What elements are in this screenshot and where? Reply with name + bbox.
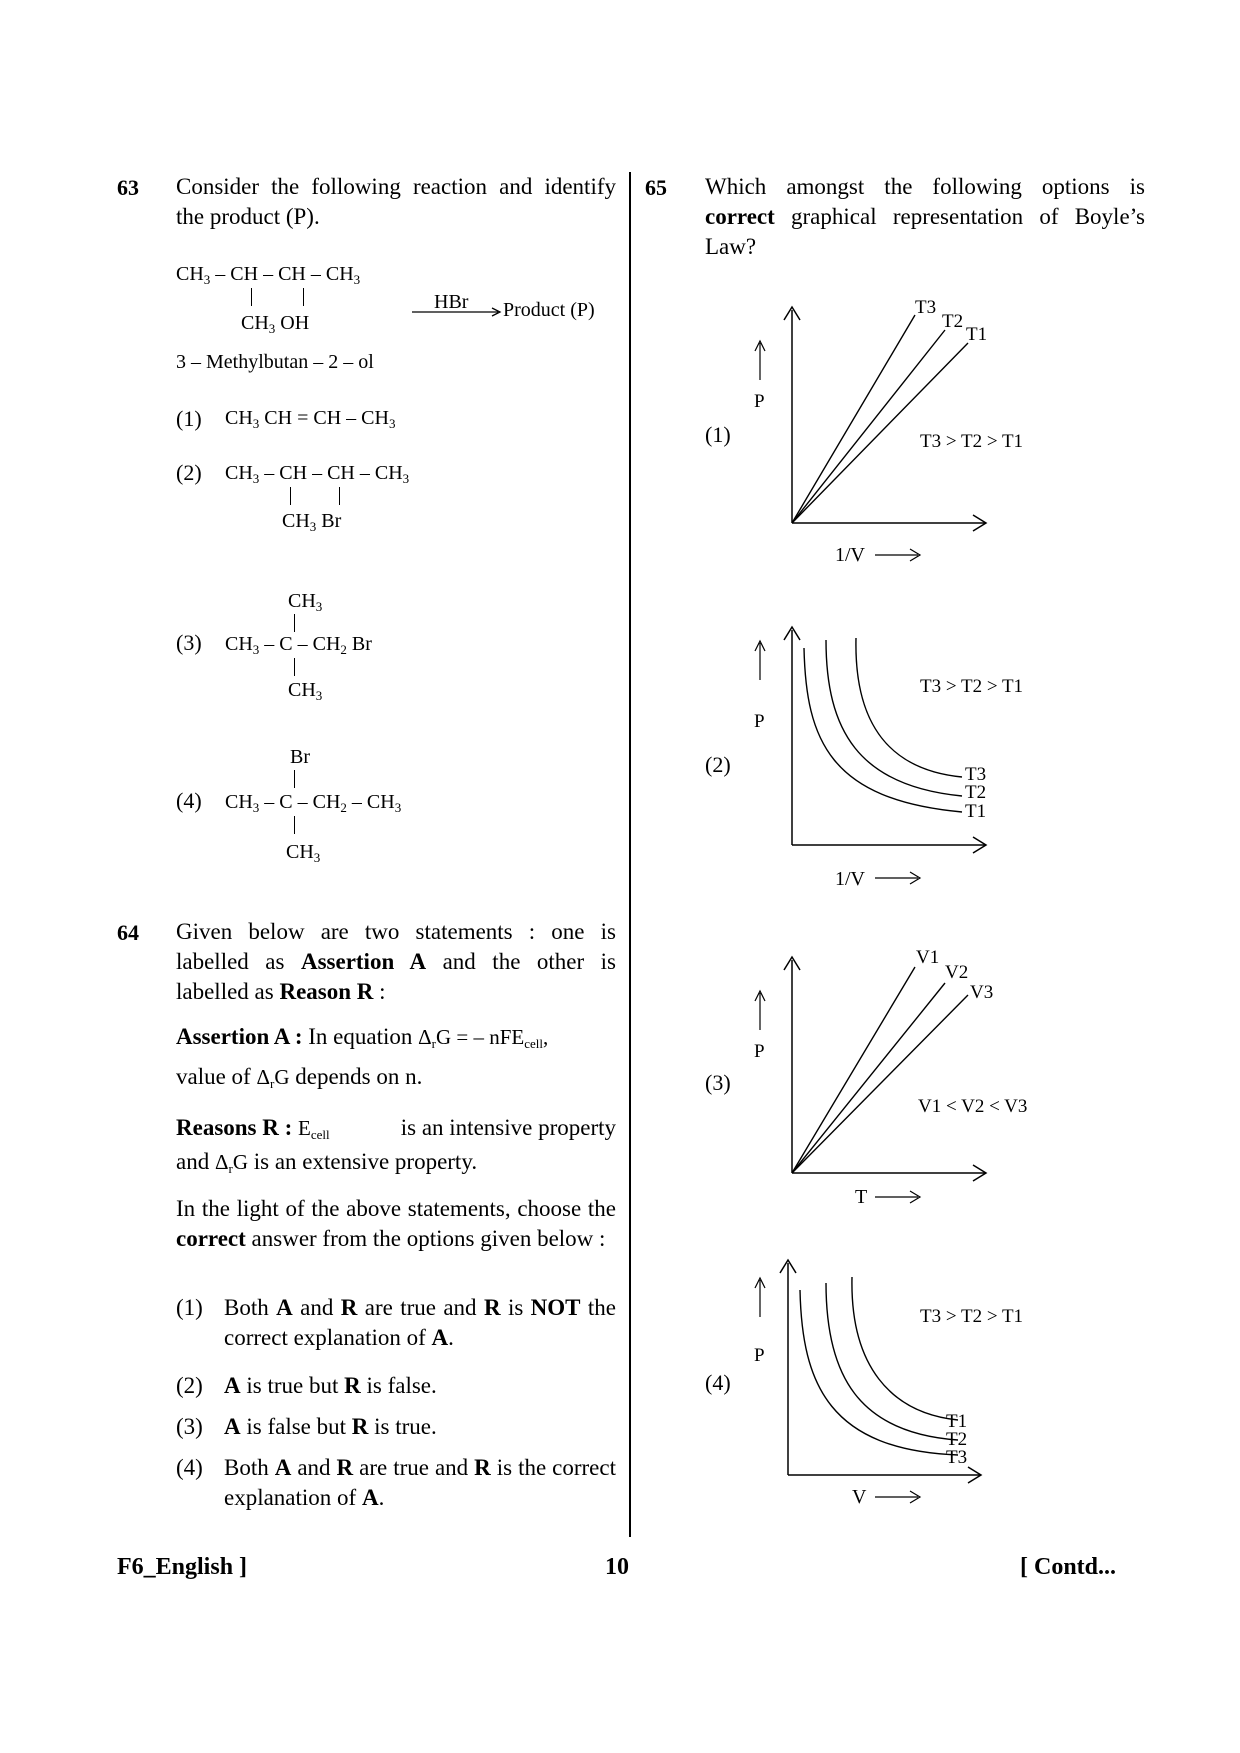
q63-opt3-bond-bottom bbox=[294, 658, 295, 676]
g1-line-T2 bbox=[792, 330, 945, 523]
q64-option-2[interactable]: (2) A is true but R is false. bbox=[176, 1373, 437, 1398]
q64-option-2-text-part: R bbox=[344, 1373, 361, 1398]
question-65-text: Which amongst the following options is correct graphical representation of Boyle’s Law? bbox=[705, 174, 1145, 259]
question-63-number: 63 bbox=[117, 175, 139, 200]
g4-curve-label-3: T3 bbox=[946, 1447, 968, 1468]
q63-opt4-bond-top bbox=[294, 770, 295, 788]
g2-curve-label-1: T3 bbox=[965, 764, 987, 785]
footer-page-number: 10 bbox=[605, 1554, 629, 1580]
g2-relation: T3 > T2 > T1 bbox=[920, 676, 1024, 697]
q64-option-1-text-part: R bbox=[483, 1295, 501, 1320]
g2-curve-label-3: T1 bbox=[965, 801, 987, 822]
g1-y-label: P bbox=[754, 391, 765, 412]
g1-curve-label-1: T3 bbox=[915, 297, 937, 318]
q64-option-4-text-part: R bbox=[474, 1455, 491, 1480]
q64-option-3-text-part: is true. bbox=[368, 1414, 437, 1439]
q64-option-4-text-part: and bbox=[291, 1455, 337, 1480]
g1-line-T3 bbox=[792, 315, 915, 523]
g3-curve-label-1: V1 bbox=[916, 947, 940, 968]
q63-reactant-name: 3 – Methylbutan – 2 – ol bbox=[176, 351, 374, 373]
q63-product-label: Product (P) bbox=[503, 299, 595, 321]
q64-option-2-text-part: A bbox=[224, 1373, 241, 1398]
q64-option-1-text-part: A bbox=[431, 1325, 449, 1350]
q64-option-4-text-part: . bbox=[378, 1485, 385, 1510]
q63-option-3-label[interactable]: (3) bbox=[176, 630, 202, 655]
g3-line-V1 bbox=[792, 967, 915, 1173]
q63-opt4-bond-bottom bbox=[294, 816, 295, 834]
g3-curve-label-3: V3 bbox=[970, 982, 994, 1003]
g3-line-V2 bbox=[792, 983, 945, 1173]
question-64-number: 64 bbox=[117, 920, 139, 945]
q64-option-1-text-part: the correct explanation of bbox=[224, 1295, 616, 1350]
q64-option-3-text-part: is false but bbox=[240, 1414, 352, 1439]
q64-option-1[interactable]: (1) Both A and R are true and R is NOT the correct explanation of A. bbox=[176, 1295, 616, 1350]
g3-curve-label-2: V2 bbox=[945, 962, 969, 983]
q65-graph-2 bbox=[740, 620, 1040, 900]
q64-option-2-text-part: is false. bbox=[360, 1373, 437, 1398]
q63-opt2-bond-1 bbox=[290, 487, 291, 505]
g4-x-label: V bbox=[852, 1486, 867, 1508]
q63-option-1-formula: $CH_3$ CH = CH – $CH_3$ bbox=[225, 407, 396, 431]
g4-curve-T1 bbox=[852, 1277, 958, 1420]
g2-y-label: P bbox=[754, 711, 765, 732]
q63-opt2-bond-2 bbox=[339, 487, 340, 505]
q64-option-4-text-part: A bbox=[274, 1455, 292, 1480]
q64-option-1-text-part: R bbox=[340, 1295, 358, 1320]
q63-reactant-main: $CH_3$ – CH – CH – $CH_3$ bbox=[176, 263, 361, 287]
q63-option-4-top: Br bbox=[290, 746, 310, 768]
q64-choose-text: In the light of the above statements, choose the correct answer from the options given below : bbox=[176, 1196, 616, 1251]
g4-y-label: P bbox=[754, 1345, 765, 1366]
q64-option-4-text-part: is the correct explanation of bbox=[224, 1455, 616, 1510]
footer-right: [ Contd... bbox=[1020, 1554, 1117, 1580]
q64-assertion: Assertion A : In equation $\Delta_rG$ = – nFE$_{cell}$, value of $\Delta_rG$ depends on n. bbox=[176, 1024, 549, 1091]
q63-option-4-formula: $CH_3$ – C – $CH_2 - CH_3$ bbox=[225, 791, 402, 815]
q63-reaction-arrow bbox=[410, 306, 504, 318]
q65-option-3-label[interactable]: (3) bbox=[705, 1070, 731, 1095]
q64-option-3-text-part: R bbox=[351, 1414, 369, 1439]
q63-option-2-substituents: $CH_3$ Br bbox=[282, 510, 342, 534]
q64-option-3[interactable]: (3) A is false but R is true. bbox=[176, 1414, 437, 1439]
g3-x-label: T bbox=[855, 1186, 868, 1208]
q63-option-4-label[interactable]: (4) bbox=[176, 788, 202, 813]
q65-option-4-label[interactable]: (4) bbox=[705, 1370, 731, 1395]
q64-option-1-text-part: and bbox=[292, 1295, 341, 1320]
q64-option-4-text-part: Both bbox=[224, 1455, 275, 1480]
question-63-text: Consider the following reaction and identify the product (P). bbox=[176, 174, 616, 229]
q63-option-1-label[interactable]: (1) bbox=[176, 406, 202, 431]
q63-bond-2 bbox=[303, 288, 304, 306]
g2-x-label: 1/V bbox=[835, 868, 865, 890]
q65-graph-4 bbox=[740, 1255, 1040, 1525]
g2-curve-T3 bbox=[856, 638, 962, 777]
footer-left: F6_English ] bbox=[117, 1554, 248, 1580]
q64-option-2-text-part: is true but bbox=[240, 1373, 345, 1398]
g3-y-label: P bbox=[754, 1041, 765, 1062]
q65-graph-3 bbox=[740, 945, 1040, 1225]
q63-option-3-formula: $CH_3$ – C – $CH_2$ Br bbox=[225, 633, 372, 657]
g2-curve-label-2: T2 bbox=[965, 782, 987, 803]
q65-graph-1 bbox=[740, 295, 1040, 575]
q64-option-4-text-part: are true and bbox=[353, 1455, 475, 1480]
q63-opt3-bond-top bbox=[294, 614, 295, 632]
q64-option-1-text-part: is bbox=[500, 1295, 531, 1320]
q64-option-1-text-part: . bbox=[448, 1325, 454, 1350]
q63-option-2-label[interactable]: (2) bbox=[176, 460, 202, 485]
q64-option-1-text-part: are true and bbox=[357, 1295, 484, 1320]
q63-option-4-bottom: $CH_3$ bbox=[286, 841, 321, 865]
g4-curve-label-2: T2 bbox=[946, 1429, 968, 1450]
g1-x-label: 1/V bbox=[835, 544, 865, 566]
column-divider bbox=[629, 172, 631, 1537]
q64-option-1-text-part: Both bbox=[224, 1295, 277, 1320]
g1-curve-label-2: T2 bbox=[942, 311, 964, 332]
q63-option-3-bottom: $CH_3$ bbox=[288, 679, 323, 703]
q64-option-4-text-part: R bbox=[336, 1455, 354, 1480]
q64-option-1-text-part: NOT bbox=[530, 1295, 581, 1320]
q64-option-1-text-part: A bbox=[276, 1295, 293, 1320]
q63-bond-1 bbox=[251, 288, 252, 306]
q63-reagent: HBr bbox=[434, 291, 469, 313]
g1-relation: T3 > T2 > T1 bbox=[920, 431, 1024, 452]
q63-reactant-substituents: $CH_3$ OH bbox=[241, 312, 310, 336]
q63-option-2-formula: $CH_3$ – CH – CH – $CH_3$ bbox=[225, 462, 410, 486]
q64-reason: Reasons R : $E_{cell}$ is an intensive property and $\Delta_rG$ is an extensive property. bbox=[176, 1115, 616, 1176]
g4-relation: T3 > T2 > T1 bbox=[920, 1306, 1024, 1327]
g1-curve-label-3: T1 bbox=[966, 324, 988, 345]
g3-relation: V1 < V2 < V3 bbox=[918, 1096, 1028, 1117]
question-64-intro: Given below are two statements : one is labelled as Assertion A and the other is labelled as Reason R : bbox=[176, 919, 616, 1004]
q63-option-3-top: $CH_3$ bbox=[288, 590, 323, 614]
q65-option-2-label[interactable]: (2) bbox=[705, 752, 731, 777]
q65-option-1-label[interactable]: (1) bbox=[705, 422, 731, 447]
q64-option-3-text-part: A bbox=[224, 1414, 241, 1439]
q64-option-4-text-part: A bbox=[361, 1485, 379, 1510]
q64-option-4[interactable]: (4) Both A and R are true and R is the correct explanation of A. bbox=[176, 1455, 616, 1510]
question-65-number: 65 bbox=[645, 175, 667, 200]
g4-curve-label-1: T1 bbox=[946, 1411, 968, 1432]
g3-line-V3 bbox=[792, 995, 968, 1173]
